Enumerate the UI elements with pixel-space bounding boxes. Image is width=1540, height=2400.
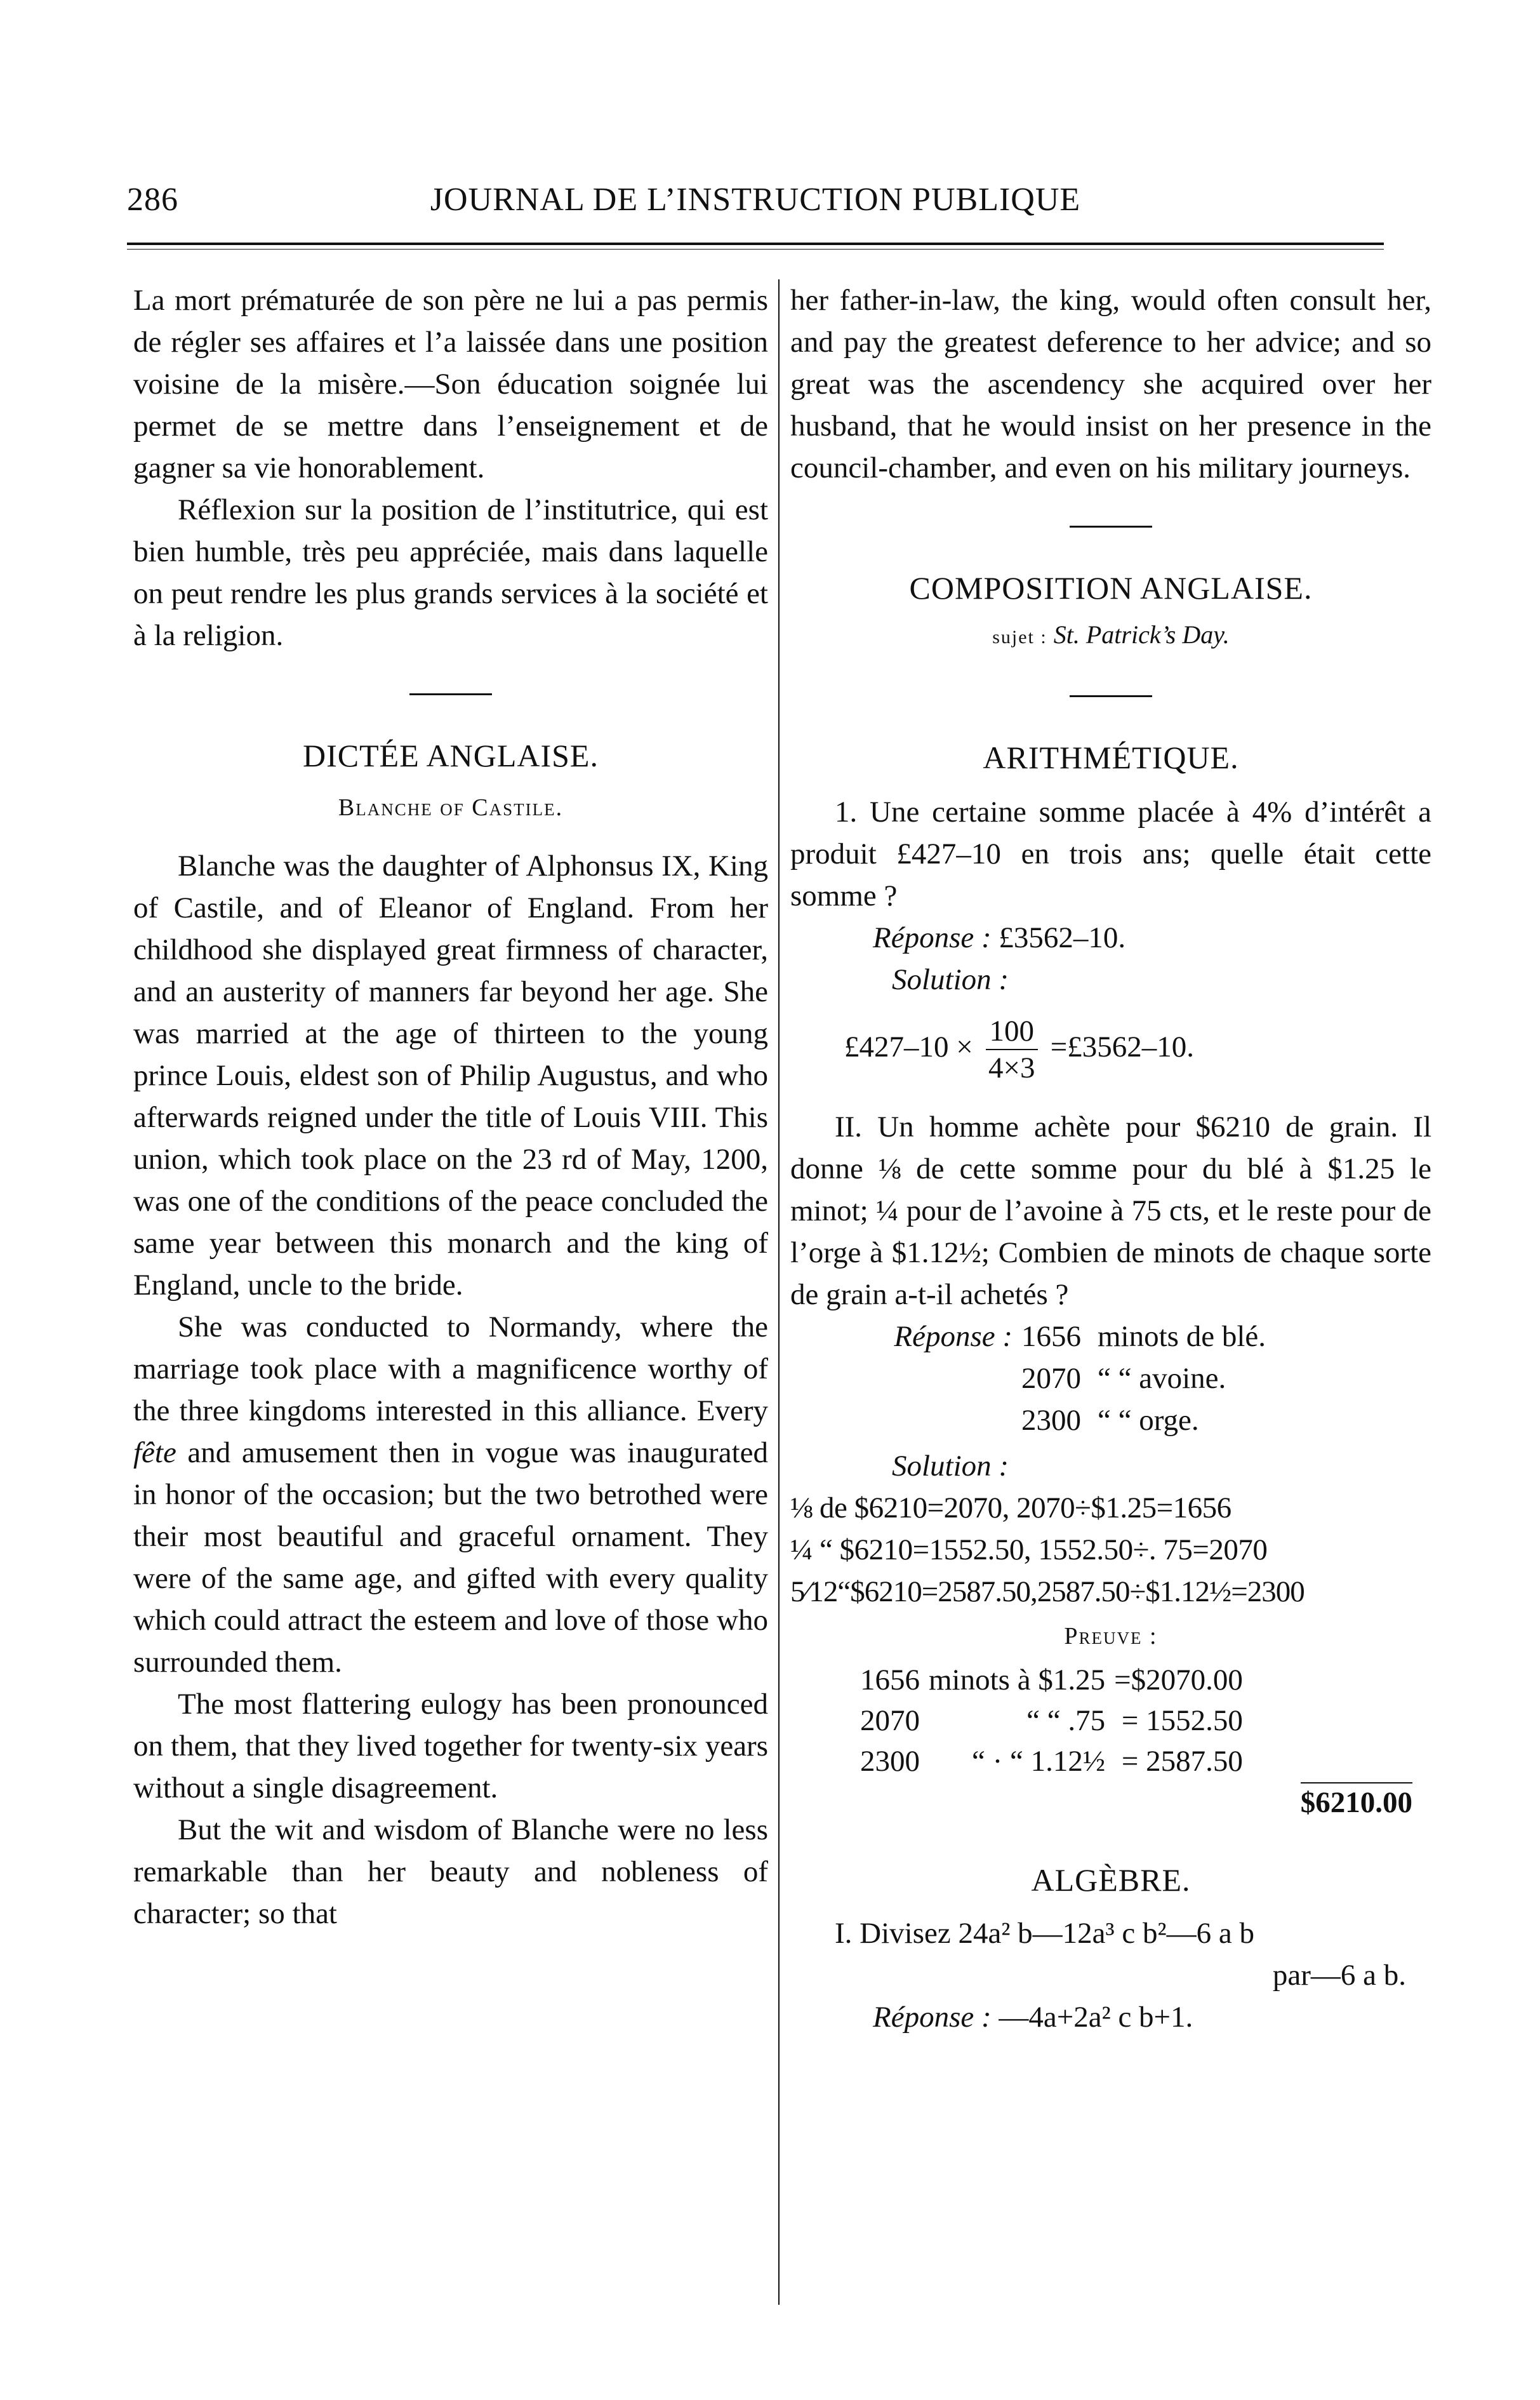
column-divider (778, 279, 780, 2305)
dictee-paragraph-1: Blanche was the daughter of Alphonsus IX, King of Castile, and of Eleanor of England. From her childhood she displayed great firmness of character, and an austerity of manners far beyond her age. She was married at the age of thirteen to the young prince Louis, eldest son of Philip Augustus, and who afterwards reigned under the title of Louis VIII. This union, which took place on the 23 rd of May, 1200, was one of the conditions of the peace concluded the same year between this monarch and the king of England, uncle to the bride. (133, 850, 768, 1302)
dictee-paragraph-2 (133, 1306, 768, 1683)
q2-answer-row (790, 1316, 1431, 1357)
q1-solution-label: Solution : (892, 963, 1009, 996)
proof-table (860, 1660, 1252, 1782)
proof-total (790, 1782, 1431, 1823)
q1-answer-value: £3562–10. (999, 921, 1126, 954)
question-2: II. Un homme achète pour $6210 de grain. Il donne ⅛ de cette somme pour du blé à $1.25 le minot; ¼ pour de l’avoine à 75 cts, et le reste pour de l’orge à $1.12½; Combien de minots de chaque sorte de grain a-t-il achetés ? (790, 1110, 1431, 1311)
algebra-answer (790, 1996, 1431, 2038)
q2-answers (790, 1316, 1431, 1441)
proof-qty: 2300 (860, 1745, 920, 1778)
algebra-question-cont: par—6 a b. (1272, 1959, 1406, 1992)
q2-answer-row (790, 1357, 1431, 1399)
proof-amount: = 1552.50 (1121, 1704, 1243, 1737)
q2-answer-row (790, 1399, 1431, 1441)
section-rule (1070, 526, 1152, 528)
q2-answer-qty: 2300 (1021, 1404, 1081, 1437)
q1-formula-fraction (986, 1013, 1039, 1086)
algebra-answer-label: Réponse : (873, 2001, 992, 2034)
q1-answer (790, 917, 1431, 959)
question-1: 1. Une certaine somme placée à 4% d’intérêt a produit £427–10 en trois ans; quelle était cette somme ? (790, 796, 1431, 912)
right-paragraph-1: her father-in-law, the king, would often consult her, and pay the greatest deference to her advice; and so great was the ascendency she acquired over her husband, that he would insist on her presence in the council-chamber, and even on his military journeys. (790, 284, 1431, 484)
proof-row (860, 1741, 1252, 1782)
algebre-heading: ALGÈBRE. (1031, 1862, 1191, 1898)
q2-solution-line: ⅛ de $6210=2070, 2070÷$1.25=1656 (790, 1491, 1231, 1524)
q1-formula-left: £427–10 × (844, 1030, 973, 1063)
algebra-answer-value: —4a+2a² c b+1. (999, 2001, 1193, 2034)
q1-formula (790, 1013, 1431, 1090)
right-column (790, 279, 1431, 2038)
proof-qty: 2070 (860, 1704, 920, 1737)
left-column (133, 279, 768, 1935)
q2-answer-qty: 1656 (1021, 1320, 1081, 1353)
fraction-denominator: 4×3 (988, 1051, 1035, 1084)
arithmetique-heading: ARITHMÉTIQUE. (983, 740, 1239, 775)
fraction-numerator: 100 (986, 1013, 1039, 1050)
proof-row (860, 1660, 1252, 1700)
left-paragraph-2: Réflexion sur la position de l’institutrice, qui est bien humble, très peu appréciée, mais dans laquelle on peut rendre les plus grands services à la société et à la religion. (133, 493, 768, 652)
dictee-heading: DICTÉE ANGLAISE. (303, 738, 599, 773)
q2-answer-qty: 2070 (1021, 1362, 1081, 1395)
proof-desc: minots à $1.25 (929, 1663, 1106, 1697)
proof-amount: = 2587.50 (1121, 1745, 1243, 1778)
q2-solution-line: ¼ “ $6210=1552.50, 1552.50÷. 75=2070 (790, 1533, 1268, 1566)
algebra-question: I. Divisez 24a² b—12a³ c b²—6 a b (835, 1917, 1254, 1950)
dictee-p2-fete: fête (133, 1436, 176, 1469)
dictee-p2-text-b: and amusement then in vogue was inaugurated in honor of the occasion; but the two betrothed were their most beautiful and graceful ornament. They were of the same age, and gifted with every quality which could attract the esteem and love of those who surrounded them. (133, 1436, 768, 1679)
dictee-p2-text-a: She was conducted to Normandy, where the marriage took place with a magnificence worthy of the three kingdoms interested in this alliance. Every (133, 1310, 768, 1427)
sujet-text: St. Patrick’s Day. (1053, 620, 1230, 649)
q2-solution-label: Solution : (892, 1450, 1009, 1483)
q2-answer-unit: minots de blé. (1098, 1320, 1266, 1353)
composition-heading: COMPOSITION ANGLAISE. (909, 570, 1313, 606)
page-header (127, 181, 1384, 225)
composition-sujet (790, 614, 1431, 658)
left-paragraph-1: La mort prématurée de son père ne lui a pas permis de régler ses affaires et l’a laissée dans une position voisine de la misère.—Son éducation soignée lui permet de se mettre dans l’enseignement et de gagner sa vie honorablement. (133, 284, 768, 484)
preuve-label: Preuve : (1064, 1623, 1158, 1650)
dictee-paragraph-4: But the wit and wisdom of Blanche were no less remarkable than her beauty and nobleness of character; so that (133, 1813, 768, 1930)
q2-answer-unit: “ “ orge. (1098, 1404, 1199, 1437)
page-number: 286 (127, 182, 178, 218)
dictee-subheading: Blanche of Castile. (338, 794, 564, 821)
proof-row (860, 1700, 1252, 1741)
dictee-paragraph-3: The most flattering eulogy has been pronounced on them, that they lived together for twenty-six years without a single disagreement. (133, 1688, 768, 1804)
proof-qty: 1656 (860, 1663, 920, 1697)
q2-answer-unit: “ “ avoine. (1098, 1362, 1226, 1395)
section-rule (1070, 695, 1152, 697)
proof-total-value: $6210.00 (1301, 1782, 1412, 1819)
q1-answer-label: Réponse : (873, 921, 992, 954)
proof-desc: “ · “ 1.12½ (971, 1745, 1106, 1778)
header-rule (127, 243, 1384, 250)
q2-answer-label: Réponse : (894, 1320, 1012, 1353)
sujet-label: sujet : (992, 627, 1047, 648)
q2-solution-line: 5⁄12“$6210=2587.50,2587.50÷$1.12½=2300 (790, 1575, 1304, 1608)
proof-amount: =$2070.00 (1114, 1663, 1243, 1697)
running-title: JOURNAL DE L’INSTRUCTION PUBLIQUE (430, 182, 1081, 218)
section-rule (409, 693, 492, 695)
q1-formula-right: =£3562–10. (1050, 1030, 1195, 1063)
proof-desc: “ “ .75 (1026, 1704, 1106, 1737)
